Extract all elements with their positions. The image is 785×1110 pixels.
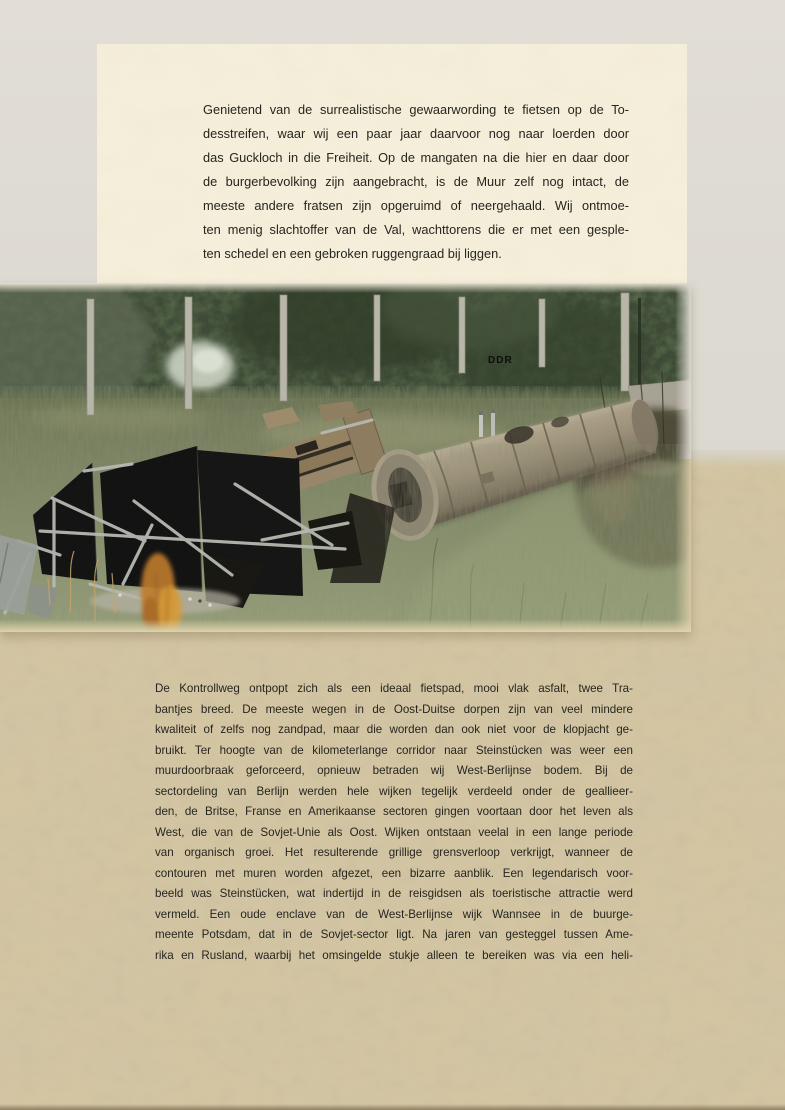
text-line: meeste andere fratsen zijn opgeruimd of neergehaald. Wij ontmoe- (203, 198, 629, 213)
text-line: das Guckloch in die Freiheit. Op de mangaten na die hier en daar door (203, 150, 629, 165)
photo-overlay-ddr-label: DDR (488, 355, 513, 366)
text-line: de burgerbevolking zijn aangebracht, is de Muur zelf nog intact, de (203, 174, 629, 189)
text-line: ten menig slachtoffer van de Val, wachttorens die er met een gesple- (203, 222, 629, 237)
watchtower-photo (0, 283, 691, 632)
text-line: kwaliteit of zelfs nog zandpad, maar die worden dan ook niet voor de klopjacht ge- (155, 723, 633, 736)
text-line: Genietend van de surrealistische gewaarwording te fietsen op de To- (203, 102, 629, 117)
text-line: vermeld. Een oude enclave van de West-Berlijnse wijk Wannsee in de buurge- (155, 907, 633, 921)
text-line: meente Potsdam, dat in de Sovjet-sector ligt. Na jaren van gesteggel tussen Ame- (155, 928, 633, 941)
text-line: ten schedel en een gebroken ruggengraad bij liggen. (203, 246, 502, 261)
text-line: muurdoorbraak geforceerd, opnieuw betraden wij West-Berlijnse bodem. Bij de (155, 764, 633, 777)
intro-card (97, 44, 687, 284)
watchtower-photo-art (0, 283, 691, 632)
text-line: bruikt. Ter hoogte van de kilometerlange corridor naar Steinstücken was weer een (155, 743, 633, 757)
text-line: beeld was Steinstücken, wat indertijd in de reisgidsen als toeristische attractie werd (155, 887, 633, 900)
text-line: contouren met muren worden afgezet, een bizarre aanblik. Een legendarisch voor- (155, 866, 633, 880)
text-line: rika en Rusland, waarbij het omsingelde stukje alleen te bereiken was via een heli- (155, 948, 633, 962)
body-paragraph (155, 679, 633, 966)
text-line: van organisch groei. Het resulterende grillige grensverloop verkrijgt, wanneer de (155, 846, 633, 859)
photo-grain (0, 283, 691, 632)
text-line: West, die van de Sovjet-Unie als Oost. Wijken ontstaan veelal in een lange periode (155, 825, 633, 839)
text-line: De Kontrollweg ontpopt zich als een ideaal fietspad, mooi vlak asfalt, twee Tra- (155, 682, 633, 695)
text-line: den, de Britse, Franse en Amerikaanse sectoren gingen voortaan door het leven als (155, 805, 633, 818)
text-line: sectordeling van Berlijn werden hele wijken tegelijk verdeeld onder de geallieer- (155, 784, 633, 798)
intro-paragraph (203, 98, 629, 266)
text-line: bantjes breed. De meeste wegen in de Oost-Duitse dorpen zijn van veel mindere (155, 702, 633, 716)
text-line: desstreifen, waar wij een paar jaar daarvoor nog naar loerden door (203, 126, 629, 141)
